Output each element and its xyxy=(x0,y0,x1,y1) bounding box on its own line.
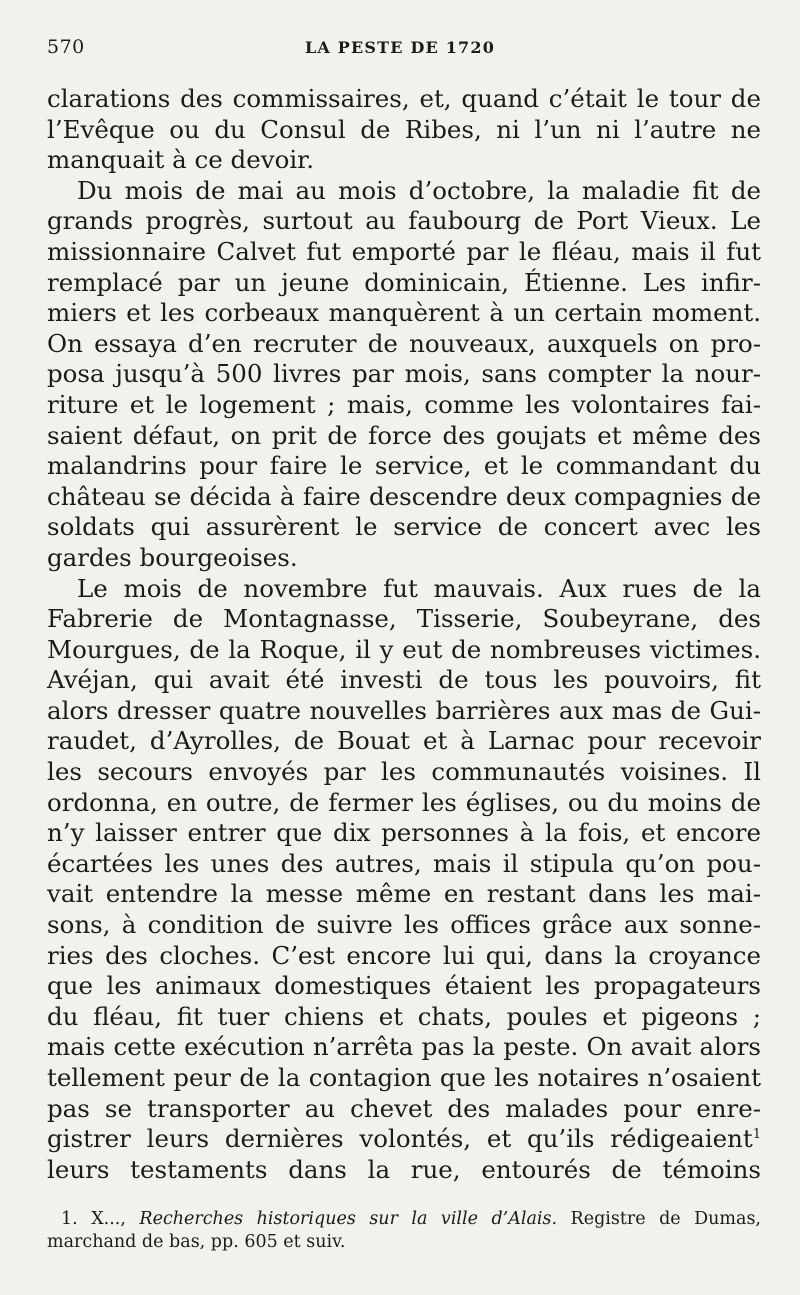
footnote-line xyxy=(47,1208,761,1231)
footnote-source: Registre de Dumas, xyxy=(570,1209,761,1229)
footnote-reference[interactable]: 1 xyxy=(752,1127,761,1143)
text-line-content: gistrer leurs dernières volontés, et qu’ils rédigeaient xyxy=(47,1124,753,1154)
text-line: pas se transporter au chevet des malades pour enre- xyxy=(47,1093,761,1123)
text-line-with-note xyxy=(47,1124,761,1155)
text-line: soldats qui assurèrent le service de concert avec les xyxy=(47,512,761,542)
text-line: ordonna, en outre, de fermer les églises, ou du moins de xyxy=(47,787,761,817)
text-line: leurs testaments dans la rue, entourés de témoins xyxy=(47,1154,761,1184)
text-line: grands progrès, surtout au faubourg de Port Vieux. Le xyxy=(47,206,761,236)
text-line: alors dresser quatre nouvelles barrières aux mas de Gui- xyxy=(47,695,761,725)
text-line: miers et les corbeaux manquèrent à un certain moment. xyxy=(47,298,761,328)
text-line: sons, à condition de suivre les offices grâce aux sonne- xyxy=(47,910,761,940)
footnote-line: marchand de bas, pp. 605 et suiv. xyxy=(47,1232,346,1252)
text-line: On essaya d’en recruter de nouveaux, auxquels on pro- xyxy=(47,328,761,358)
text-line: posa jusqu’à 500 livres par mois, sans compter la nour- xyxy=(47,359,761,389)
text-line: du fléau, fit tuer chiens et chats, poules et pigeons ; xyxy=(47,1001,761,1031)
page-number: 570 xyxy=(47,36,85,58)
text-line: mais cette exécution n’arrêta pas la peste. On avait alors xyxy=(47,1032,761,1062)
text-line: gardes bourgeoises. xyxy=(47,542,298,572)
running-title: LA PESTE DE 1720 xyxy=(304,38,496,57)
text-line: malandrins pour faire le service, et le commandant du xyxy=(47,451,761,481)
text-line: ries des cloches. C’est encore lui qui, dans la croyance xyxy=(47,940,761,970)
text-line: que les animaux domestiques étaient les propagateurs xyxy=(47,971,761,1001)
text-line: les secours envoyés par les communautés voisines. Il xyxy=(47,757,761,787)
text-line: saient défaut, on prit de force des goujats et même des xyxy=(47,420,761,450)
text-line: n’y laisser entrer que dix personnes à la fois, et encore xyxy=(47,818,761,848)
text-line: riture et le logement ; mais, comme les volontaires fai- xyxy=(47,389,761,419)
text-line: tellement peur de la contagion que les notaires n’osaient xyxy=(47,1063,761,1092)
text-line: raudet, d’Ayrolles, de Bouat et à Larnac pour recevoir xyxy=(47,726,761,756)
body-text xyxy=(47,84,761,1185)
text-line: clarations des commissaires, et, quand c’était le tour de xyxy=(47,84,761,113)
text-line: vait entendre la messe même en restant dans les mai- xyxy=(47,879,761,909)
paragraph-start-line: Le mois de novembre fut mauvais. Aux rues de la xyxy=(77,573,761,603)
page-header xyxy=(47,36,753,66)
paragraph-start-line: Du mois de mai au mois d’octobre, la maladie fit de xyxy=(77,175,761,205)
text-line: Avéjan, qui avait été investi de tous les pouvoirs, fit xyxy=(47,665,761,695)
footnote-title: Recherches historiques sur la ville d’Alais. xyxy=(139,1209,558,1229)
text-line: l’Evêque ou du Consul de Ribes, ni l’un ni l’autre ne xyxy=(47,114,761,144)
footnote-author: X..., xyxy=(91,1209,126,1229)
text-line: écartées les unes des autres, mais il stipula qu’on pou- xyxy=(47,848,761,878)
footnote-number: 1. xyxy=(61,1209,78,1229)
footnote xyxy=(47,1208,761,1254)
text-line: Fabrerie de Montagnasse, Tisserie, Soubeyrane, des xyxy=(47,604,761,634)
text-line: Mourgues, de la Roque, il y eut de nombreuses victimes. xyxy=(47,634,761,664)
text-line: manquait à ce devoir. xyxy=(47,145,314,175)
text-line: château se décida à faire descendre deux compagnies de xyxy=(47,481,761,511)
text-line: missionnaire Calvet fut emporté par le fléau, mais il fut xyxy=(47,236,761,266)
text-line: remplacé par un jeune dominicain, Étienne. Les infir- xyxy=(47,267,761,297)
